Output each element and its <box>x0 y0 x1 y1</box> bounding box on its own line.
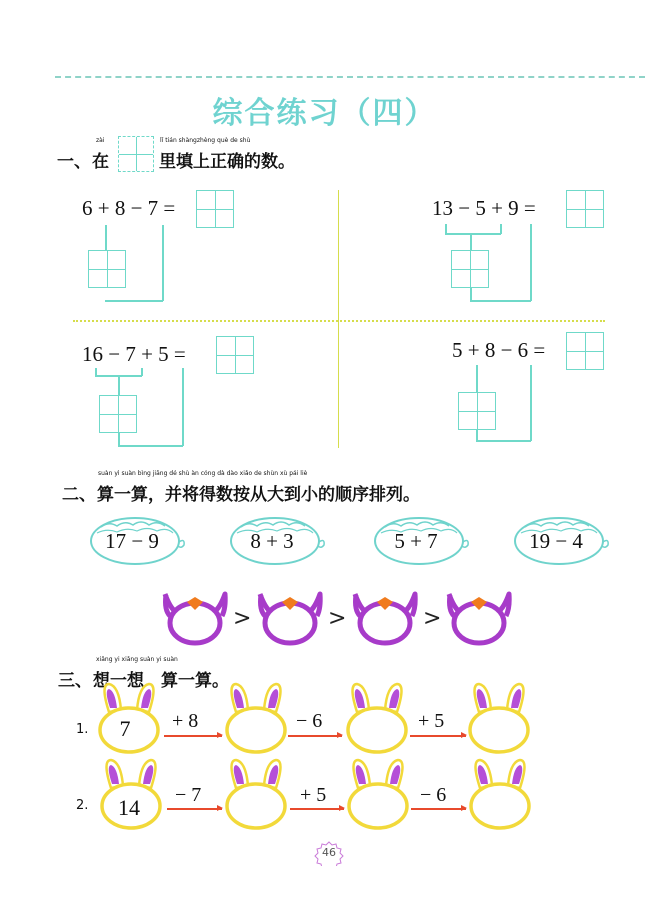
pinyin-section1: lǐ tián shàngzhèng què de shù <box>160 137 251 144</box>
section1-number: 一、 <box>57 152 91 172</box>
problem-expression: 16 − 7 + 5 = <box>82 342 186 366</box>
arrow-icon <box>288 735 342 737</box>
bracket-line <box>476 365 478 392</box>
section1-label-after: 里填上正确的数。 <box>159 152 295 172</box>
melon-expression: 19 − 4 <box>529 529 583 553</box>
answer-box[interactable] <box>99 395 137 433</box>
start-number: 14 <box>118 795 140 820</box>
greater-than-sign: > <box>233 606 252 631</box>
bunny-icon[interactable] <box>222 682 290 754</box>
bracket-line <box>470 233 472 250</box>
problem-expression: 5 + 8 − 6 = <box>452 338 546 362</box>
problem-expression: 6 + 8 − 7 = <box>82 196 176 220</box>
owl-answer-icon[interactable] <box>350 586 420 646</box>
blank-box-icon <box>118 136 154 172</box>
melon-expression: 8 + 3 <box>250 529 294 553</box>
operation-label: − 6 <box>296 710 323 732</box>
operation-label: − 7 <box>175 784 202 806</box>
operation-label: + 5 <box>300 784 327 806</box>
section2-label: 算一算，并将得数按从大到小的顺序排列。 <box>97 485 420 505</box>
bracket-line <box>162 225 164 301</box>
bracket-line <box>445 233 501 235</box>
answer-box[interactable] <box>196 190 234 228</box>
page-title: 综合练习（四） <box>212 96 437 131</box>
greater-than-sign: > <box>423 606 442 631</box>
bunny-icon[interactable] <box>344 758 412 830</box>
start-number: 7 <box>119 716 131 741</box>
row-label: 2. <box>76 798 89 813</box>
bunny-icon[interactable] <box>466 758 534 830</box>
arrow-icon <box>411 808 466 810</box>
operation-label: + 8 <box>172 710 199 732</box>
operation-label: − 6 <box>420 784 447 806</box>
answer-box[interactable] <box>458 392 496 430</box>
section3-label: 想一想，算一算。 <box>93 671 229 691</box>
section2-number: 二、 <box>62 485 96 505</box>
arrow-icon <box>290 808 344 810</box>
bracket-line <box>105 225 107 250</box>
answer-box[interactable] <box>88 250 126 288</box>
arrow-icon <box>410 735 466 737</box>
operation-label: + 5 <box>418 710 445 732</box>
bracket-line <box>182 368 184 446</box>
bracket-line <box>470 300 531 302</box>
owl-answer-icon[interactable] <box>444 586 514 646</box>
pinyin-section2: suàn yì suàn bìng jiāng dé shù àn cóng dà dào xiǎo de shùn xù pái liè <box>98 470 308 477</box>
bracket-line <box>118 375 120 395</box>
owl-answer-icon[interactable] <box>255 586 325 646</box>
answer-box[interactable] <box>451 250 489 288</box>
bracket-line <box>530 224 532 301</box>
melon-expression: 5 + 7 <box>394 529 438 553</box>
answer-box[interactable] <box>566 332 604 370</box>
section1-label-before: 在 <box>92 152 109 172</box>
top-dashed-rule <box>55 76 645 78</box>
bunny-icon[interactable] <box>465 682 533 754</box>
pinyin-section3: xiǎng yi xiǎng suàn yi suàn <box>96 656 178 663</box>
bunny-icon[interactable] <box>222 758 290 830</box>
bracket-line <box>118 445 183 447</box>
owl-answer-icon[interactable] <box>160 586 230 646</box>
bracket-line <box>476 440 531 442</box>
bracket-line <box>105 300 163 302</box>
quadrant-divider-horizontal <box>73 320 605 322</box>
bunny-icon[interactable] <box>343 682 411 754</box>
pinyin-zai: zài <box>96 137 105 144</box>
arrow-icon <box>164 735 222 737</box>
answer-box[interactable] <box>216 336 254 374</box>
problem-expression: 13 − 5 + 9 = <box>432 196 536 220</box>
page-number: 46 <box>322 846 336 859</box>
arrow-icon <box>167 808 222 810</box>
quadrant-divider-vertical <box>338 190 339 448</box>
row-label: 1. <box>76 722 89 737</box>
section3-number: 三、 <box>58 671 92 691</box>
melon-expression: 17 − 9 <box>105 529 159 553</box>
answer-box[interactable] <box>566 190 604 228</box>
bracket-line <box>530 365 532 441</box>
greater-than-sign: > <box>328 606 347 631</box>
